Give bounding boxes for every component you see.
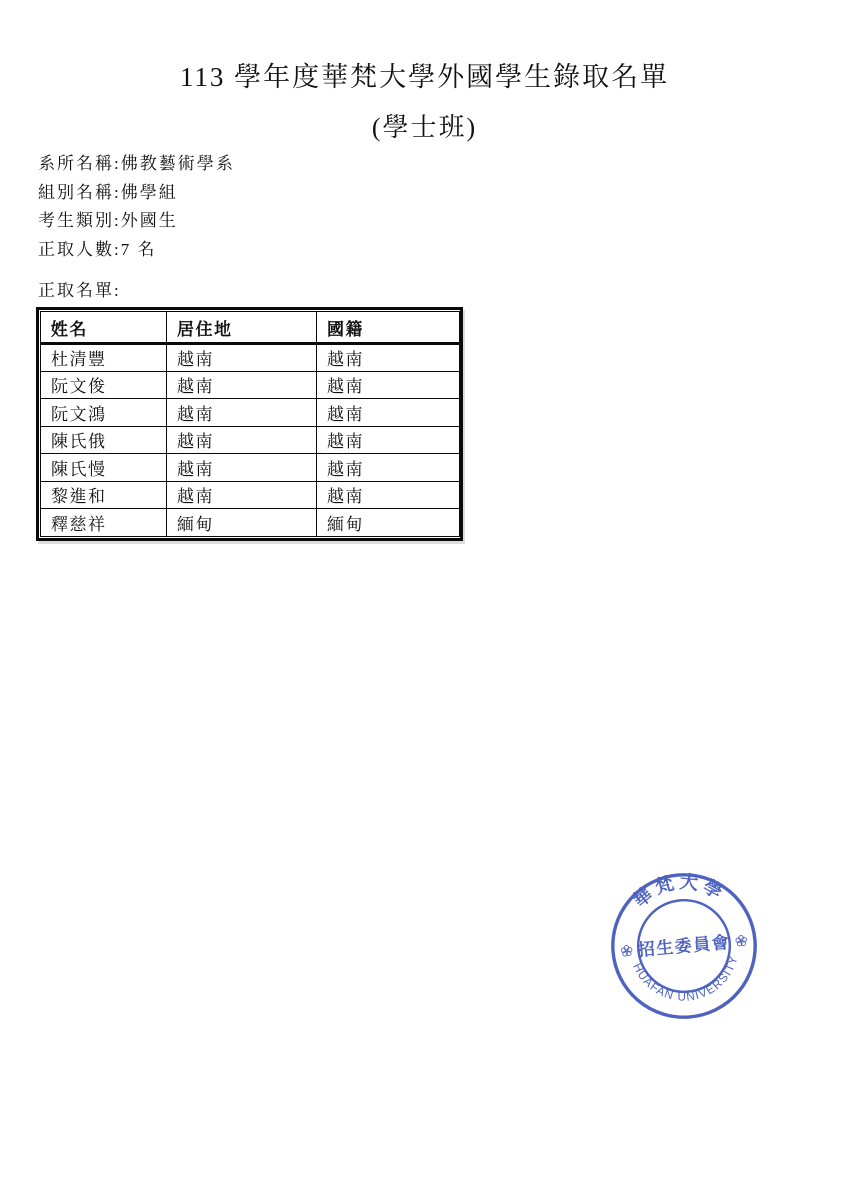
table-row — [41, 509, 460, 537]
admitted-list-label: 正取名單: — [38, 281, 121, 300]
table-cell: 阮文鴻 — [41, 399, 167, 427]
table-cell: 釋慈祥 — [41, 509, 167, 537]
table-cell: 越南 — [317, 399, 460, 427]
info-line-quota: 正取人數:7 名 — [38, 239, 157, 259]
table-cell: 黎進和 — [41, 481, 167, 509]
info-line-department: 系所名稱:佛教藝術學系 — [38, 154, 235, 173]
admission-table — [40, 311, 460, 537]
university-stamp — [599, 861, 768, 1030]
document-title: 113 學年度華梵大學外國學生錄取名單 — [179, 62, 670, 92]
table-cell: 緬甸 — [317, 509, 460, 537]
admission-table-wrap — [36, 307, 463, 541]
document-subtitle: (學士班) — [371, 113, 478, 142]
table-row — [41, 344, 460, 372]
table-cell: 陳氏俄 — [41, 426, 167, 454]
table-cell: 越南 — [167, 426, 317, 454]
table-cell: 杜清豐 — [41, 344, 167, 372]
table-cell: 越南 — [167, 371, 317, 399]
admission-table-body — [41, 344, 460, 537]
table-cell: 越南 — [317, 426, 460, 454]
table-cell: 越南 — [317, 454, 460, 482]
stamp-center-text: 招生委員會 — [637, 932, 731, 960]
table-header-cell: 居住地 — [167, 312, 317, 344]
table-row — [41, 426, 460, 454]
table-header-cell: 姓名 — [41, 312, 167, 344]
table-row — [41, 371, 460, 399]
svg-text:HUAFAN UNIVERSITY — [630, 953, 745, 1009]
stamp-graphic — [599, 861, 768, 1030]
table-row — [41, 454, 460, 482]
info-line-category: 考生類別:外國生 — [38, 211, 178, 230]
table-cell: 陳氏慢 — [41, 454, 167, 482]
plum-blossom-icon-left — [621, 945, 632, 956]
table-cell: 越南 — [167, 399, 317, 427]
table-cell: 越南 — [317, 371, 460, 399]
table-cell: 越南 — [167, 481, 317, 509]
table-cell: 越南 — [167, 454, 317, 482]
table-row — [41, 399, 460, 427]
table-row — [41, 481, 460, 509]
table-cell: 越南 — [167, 344, 317, 372]
stamp-top-text: 華梵大學 — [629, 871, 729, 912]
plum-blossom-icon-right — [736, 935, 747, 946]
table-header-row — [41, 312, 460, 344]
info-line-group: 組別名稱:佛學組 — [38, 182, 178, 202]
stamp-bottom-text: HUAFAN UNIVERSITY — [630, 953, 741, 1004]
info-block — [38, 150, 235, 264]
table-cell: 越南 — [317, 481, 460, 509]
table-cell: 緬甸 — [167, 509, 317, 537]
table-cell: 越南 — [317, 344, 460, 372]
table-cell: 阮文俊 — [41, 371, 167, 399]
table-header-cell: 國籍 — [317, 312, 460, 344]
